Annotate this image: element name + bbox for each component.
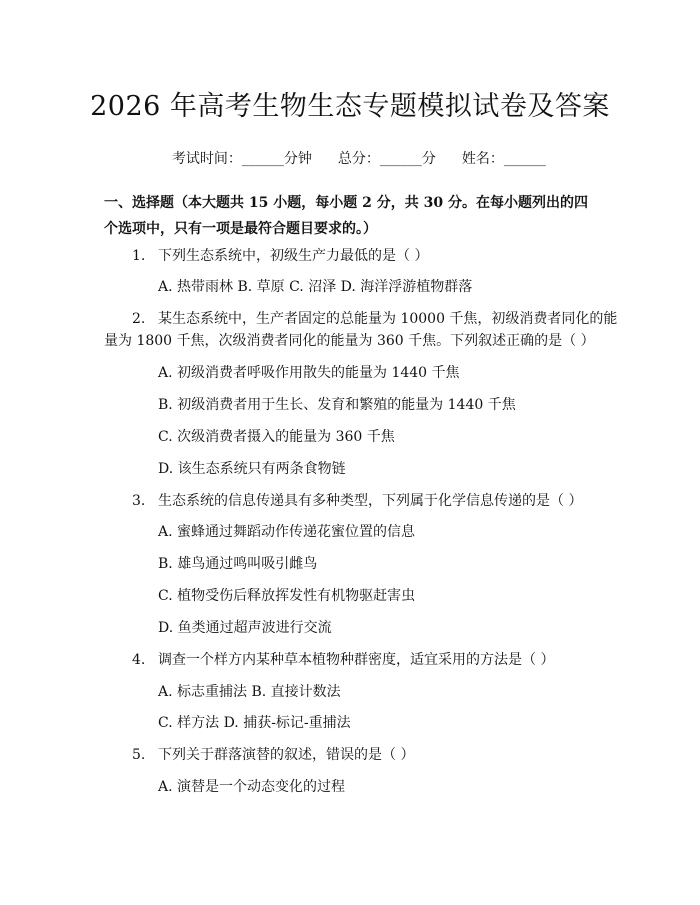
question-3-option-c: C. 植物受伤后释放挥发性有机物驱赶害虫	[158, 588, 416, 604]
question-3	[132, 490, 582, 510]
question-number: 4.	[132, 652, 146, 668]
page-title: 2026 年高考生物生态专题模拟试卷及答案	[90, 91, 610, 122]
question-4	[132, 649, 554, 669]
name-field: 姓名：______	[461, 151, 546, 167]
question-5-option-a: A. 演替是一个动态变化的过程	[158, 779, 346, 795]
question-3-option-b: B. 雄鸟通过鸣叫吸引雌鸟	[158, 556, 318, 572]
question-4-options-cd: C. 样方法 D. 捕获-标记-重捕法	[158, 715, 351, 731]
question-stem: 下列关于群落演替的叙述，错误的是（ ）	[158, 747, 415, 763]
question-stem: 调查一个样方内某种草本植物种群密度，适宜采用的方法是（ ）	[158, 652, 555, 668]
question-2-option-a: A. 初级消费者呼吸作用散失的能量为 1440 千焦	[158, 365, 460, 381]
question-number: 1.	[132, 248, 146, 264]
question-2-option-b: B. 初级消费者用于生长、发育和繁殖的能量为 1440 千焦	[158, 397, 516, 413]
question-2-stem-continued: 量为 1800 千焦，次级消费者同化的能量为 360 千焦。下列叙述正确的是（ ）	[104, 333, 595, 349]
question-3-option-d: D. 鱼类通过超声波进行交流	[158, 620, 332, 636]
question-2-option-d: D. 该生态系统只有两条食物链	[158, 461, 346, 477]
question-stem: 某生态系统中，生产者固定的总能量为 10000 千焦，初级消费者同化的能	[158, 311, 618, 327]
question-5	[132, 744, 414, 764]
total-score-field: 总分：______分	[337, 151, 436, 167]
question-2-option-c: C. 次级消费者摄入的能量为 360 千焦	[158, 429, 395, 445]
question-1-options: A. 热带雨林 B. 草原 C. 沼泽 D. 海洋浮游植物群落	[158, 279, 473, 295]
question-number: 5.	[132, 747, 146, 763]
question-stem: 下列生态系统中，初级生产力最低的是（ ）	[158, 248, 429, 264]
question-2	[132, 308, 617, 328]
question-4-options-ab: A. 标志重捕法 B. 直接计数法	[158, 684, 341, 700]
question-3-option-a: A. 蜜蜂通过舞蹈动作传递花蜜位置的信息	[158, 524, 416, 540]
question-number: 2.	[132, 311, 146, 327]
question-stem: 生态系统的信息传递具有多种类型，下列属于化学信息传递的是（ ）	[158, 493, 583, 509]
question-1	[132, 245, 428, 265]
exam-time-field: 考试时间：______分钟	[171, 151, 312, 167]
section-heading: 一、选择题（本大题共 15 小题，每小题 2 分，共 30 分。在每小题列出的四个选项中，只有一项是最符合题目要求的。）	[104, 195, 588, 237]
exam-meta	[0, 132, 700, 184]
question-number: 3.	[132, 493, 146, 509]
